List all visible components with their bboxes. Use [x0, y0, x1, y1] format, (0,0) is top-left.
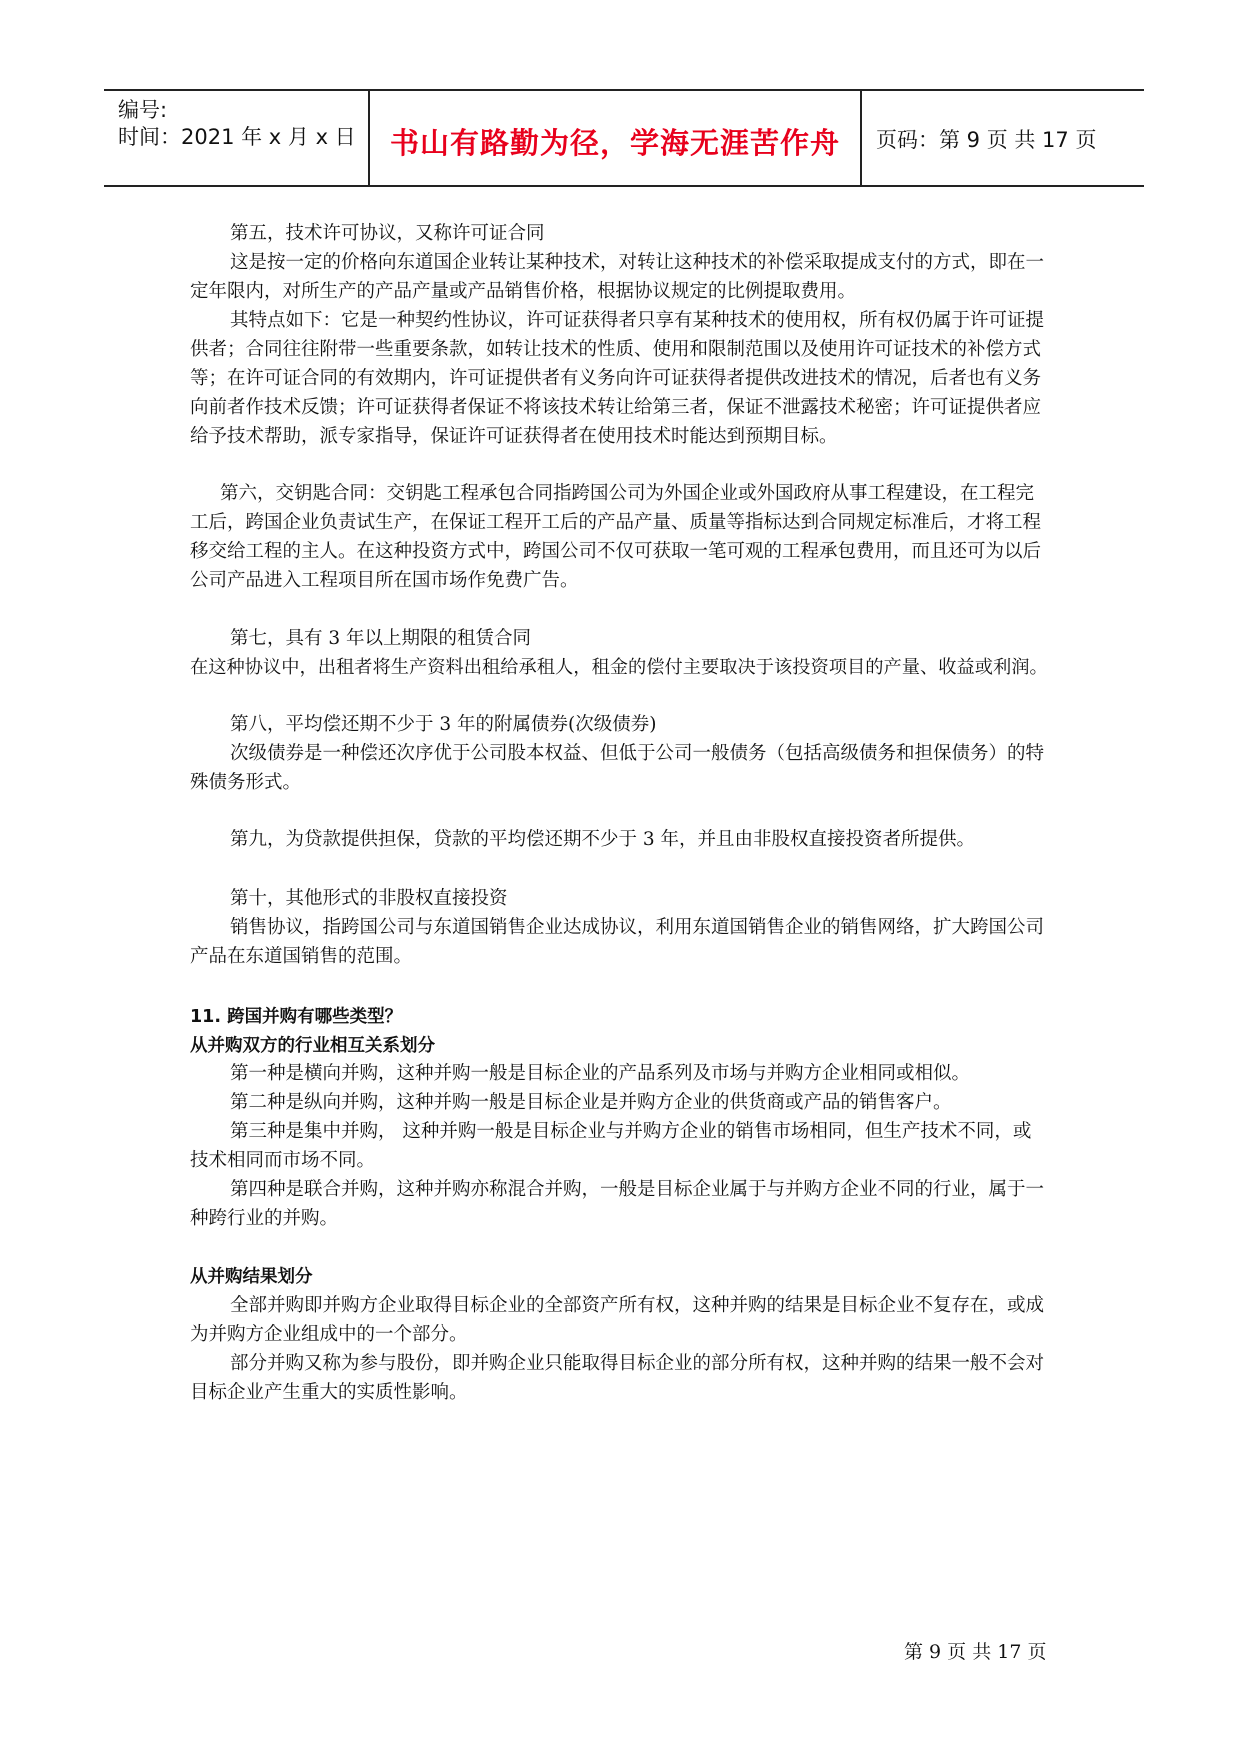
paragraph-line: 为并购方企业组成中的一个部分。: [190, 1324, 468, 1345]
header-page-number: 页码：第 9 页 共 17 页: [876, 128, 1097, 152]
paragraph-line: 产品在东道国销售的范围。: [190, 946, 413, 967]
section-5-title: 第五，技术许可协议，又称许可证合同: [230, 223, 545, 244]
paragraph-line: 给予技术帮助，派专家指导，保证许可证获得者在使用技术时能达到预期目标。: [190, 426, 838, 447]
section-8-title: 第八，平均偿还期不少于 3 年的附属债券(次级债券): [230, 714, 657, 735]
header-motto: 书山有路勤为径，学海无涯苦作舟: [389, 126, 840, 160]
paragraph-line: 殊债务形式。: [190, 772, 302, 793]
header-motto-cell: [368, 91, 862, 185]
document-time-label: 时间：2021 年 x 月 x 日: [118, 125, 356, 149]
paragraph-line: 公司产品进入工程项目所在国市场作免费广告。: [190, 570, 579, 591]
paragraph-line: 等；在许可证合同的有效期内，许可证提供者有义务向许可证获得者提供改进技术的情况，后者也有义务: [190, 368, 1042, 389]
question-11-heading: 11. 跨国并购有哪些类型？: [190, 1007, 403, 1027]
paragraph-line: 供者；合同往往附带一些重要条款，如转让技术的性质、使用和限制范围以及使用许可证技术的补偿方式: [190, 339, 1042, 360]
footer-page-number: 第 9 页 共 17 页: [904, 1641, 1047, 1663]
section-6-title: 第六，交钥匙合同：交钥匙工程承包合同指跨国公司为外国企业或外国政府从事工程建设，在工程完: [220, 483, 1035, 504]
paragraph-line: 次级债券是一种偿还次序优于公司股本权益、但低于公司一般债务（包括高级债务和担保债务）的特: [230, 743, 1045, 764]
paragraph-line: 向前者作技术反馈；许可证获得者保证不将该技术转让给第三者，保证不泄露技术秘密；许可证提供者应: [190, 397, 1042, 418]
paragraph-line: 定年限内，对所生产的产品产量或产品销售价格，根据协议规定的比例提取费用。: [190, 281, 857, 302]
paragraph-line: 销售协议，指跨国公司与东道国销售企业达成协议，利用东道国销售企业的销售网络，扩大跨国公司: [230, 917, 1045, 938]
section-7-title: 第七，具有 3 年以上期限的租赁合同: [230, 628, 532, 649]
section-9-title: 第九，为贷款提供担保，贷款的平均偿还期不少于 3 年，并且由非股权直接投资者所提供。: [230, 829, 976, 850]
paragraph-line: 第二种是纵向并购，这种并购一般是目标企业是并购方企业的供货商或产品的销售客户。: [230, 1092, 952, 1113]
header-page-cell: [860, 91, 1144, 185]
paragraph-line: 部分并购又称为参与股份，即并购企业只能取得目标企业的部分所有权，这种并购的结果一般不会对: [230, 1353, 1045, 1374]
paragraph-line: 第三种是集中并购， 这种并购一般是目标企业与并购方企业的销售市场相同，但生产技术不同，或: [230, 1121, 1032, 1142]
paragraph-line: 在这种协议中，出租者将生产资料出租给承租人，租金的偿付主要取决于该投资项目的产量、收益或利润。: [190, 657, 1048, 678]
paragraph-line: 第一种是横向并购，这种并购一般是目标企业的产品系列及市场与并购方企业相同或相似。: [230, 1063, 971, 1084]
paragraph-line: 第四种是联合并购，这种并购亦称混合并购，一般是目标企业属于与并购方企业不同的行业，属于一: [230, 1179, 1045, 1200]
paragraph-line: 种跨行业的并购。: [190, 1208, 339, 1229]
paragraph-line: 移交给工程的主人。在这种投资方式中，跨国公司不仅可获取一笔可观的工程承包费用，而且还可为以后: [190, 541, 1042, 562]
paragraph-line: 目标企业产生重大的实质性影响。: [190, 1382, 468, 1403]
paragraph-line: 其特点如下：它是一种契约性协议，许可证获得者只享有某种技术的使用权，所有权仍属于许可证提: [230, 310, 1045, 331]
paragraph-line: 这是按一定的价格向东道国企业转让某种技术，对转让这种技术的补偿采取提成支付的方式，即在一: [230, 252, 1045, 273]
header-meta-cell: [104, 91, 368, 185]
subsection-heading: 从并购结果划分: [190, 1267, 313, 1287]
section-10-title: 第十，其他形式的非股权直接投资: [230, 888, 508, 909]
paragraph-line: 工后，跨国企业负责试生产，在保证工程开工后的产品产量、质量等指标达到合同规定标准后，才将工程: [190, 512, 1042, 533]
document-number-label: 编号:: [118, 98, 168, 122]
page-header: [104, 89, 1144, 187]
paragraph-line: 全部并购即并购方企业取得目标企业的全部资产所有权，这种并购的结果是目标企业不复存在，或成: [230, 1295, 1045, 1316]
subsection-heading: 从并购双方的行业相互关系划分: [190, 1036, 435, 1056]
paragraph-line: 技术相同而市场不同。: [190, 1150, 376, 1171]
